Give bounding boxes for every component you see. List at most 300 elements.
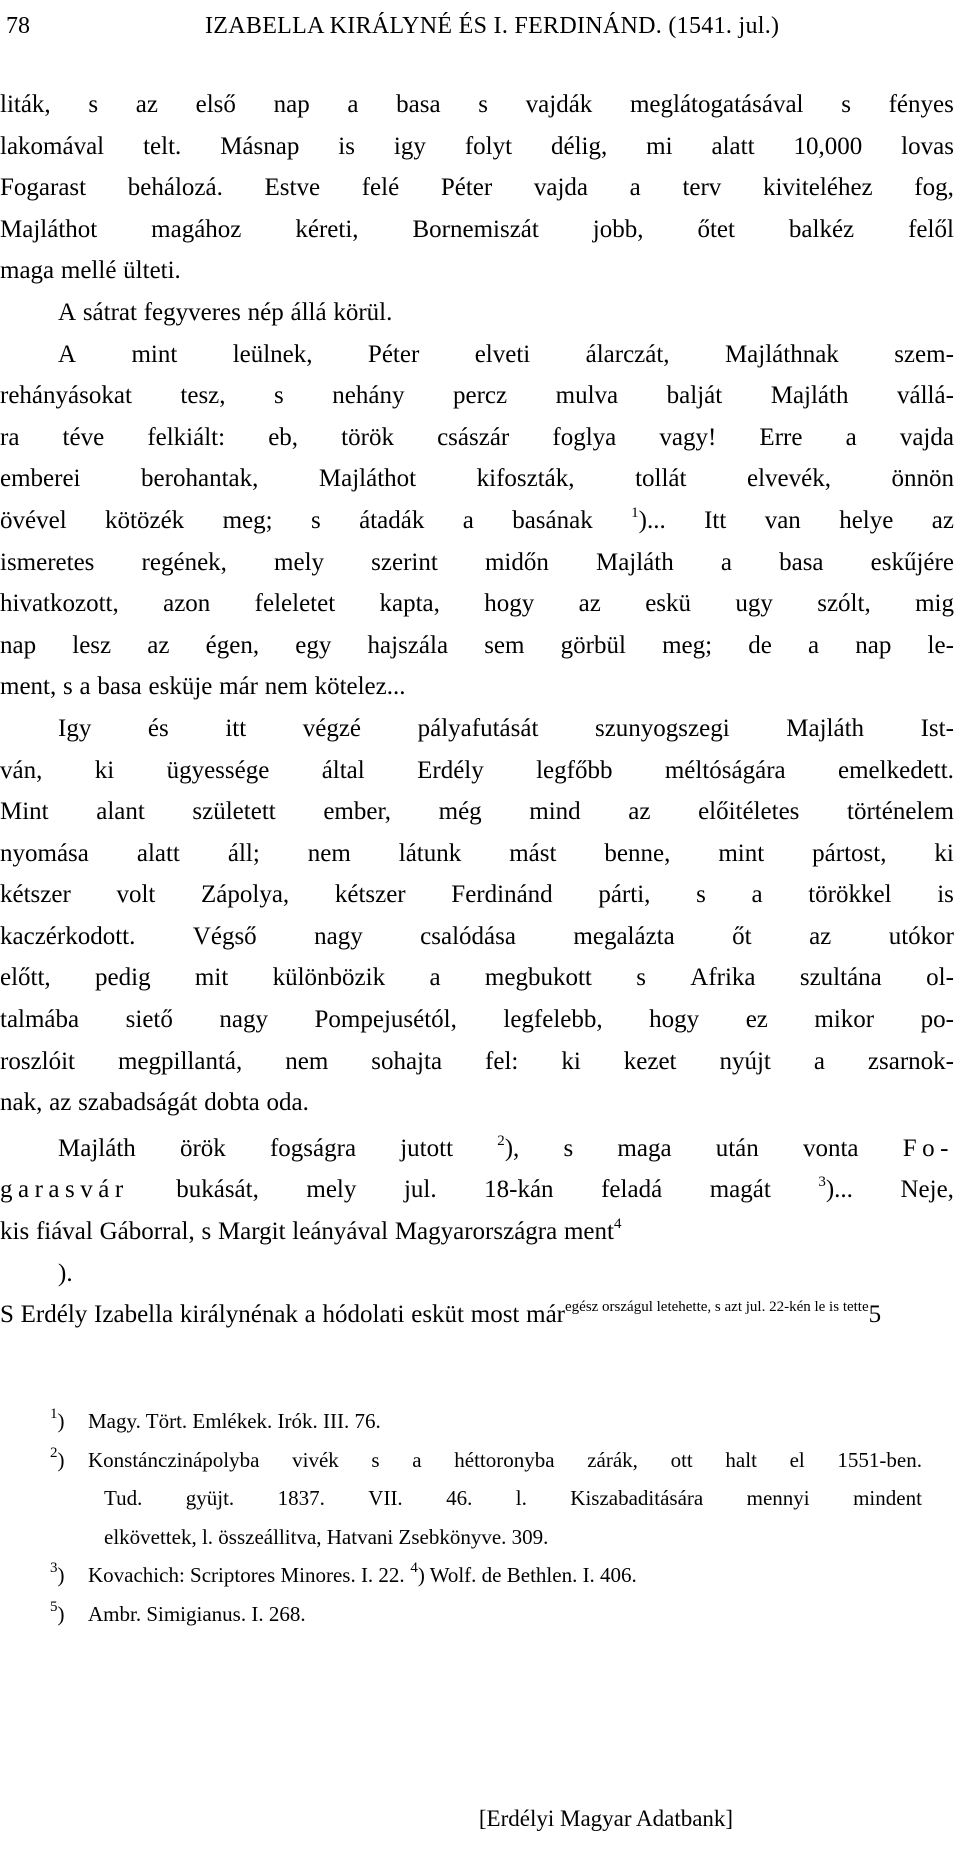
word: különbözik bbox=[272, 964, 386, 992]
word: őtet bbox=[697, 215, 735, 243]
word: legfőbb bbox=[536, 756, 613, 784]
word: Estve bbox=[264, 174, 321, 202]
word: a bbox=[751, 881, 763, 909]
word: szunyogszegi bbox=[594, 714, 730, 742]
word: Erre bbox=[759, 423, 803, 451]
footnote-text bbox=[88, 1441, 922, 1480]
word: Erdély bbox=[20, 1301, 88, 1329]
running-title: IZABELLA KIRÁLYNÉ ÉS I. FERDINÁND. (1541. jul.) bbox=[205, 13, 780, 39]
word: berohantak, bbox=[141, 465, 259, 493]
word: ülteti. bbox=[123, 257, 181, 285]
word: Majláthot bbox=[318, 465, 417, 493]
word: ember, bbox=[323, 798, 392, 826]
word: lakomával bbox=[0, 132, 105, 160]
footnote-marker: $^3$) bbox=[50, 1560, 65, 1587]
text-line bbox=[0, 1041, 954, 1083]
word: Konstánczinápolyba bbox=[88, 1447, 260, 1472]
word: nap bbox=[855, 631, 892, 659]
word: legfelebb, bbox=[503, 1006, 603, 1034]
word: kezet bbox=[623, 1047, 677, 1075]
word: átadák bbox=[359, 506, 425, 534]
text-line bbox=[0, 1128, 954, 1170]
word: benne, bbox=[604, 839, 671, 867]
word: után bbox=[715, 1134, 759, 1162]
word: rehányásokat bbox=[0, 382, 132, 410]
word: azon bbox=[163, 590, 211, 618]
word: s bbox=[696, 881, 706, 909]
word: s bbox=[563, 1134, 574, 1162]
word: S bbox=[0, 1301, 14, 1329]
word: szerint bbox=[371, 548, 438, 576]
word: midőn bbox=[484, 548, 549, 576]
word: megpillantá, bbox=[117, 1047, 243, 1075]
footnote-marker: $^4$) Wolf. de Bethlen. I. 406. bbox=[410, 1560, 637, 1587]
word: s bbox=[88, 91, 99, 118]
word: mint bbox=[718, 839, 765, 867]
text-line bbox=[0, 458, 954, 500]
word: nak, bbox=[0, 1089, 43, 1117]
word: basa bbox=[779, 548, 824, 576]
word: jobb, bbox=[592, 215, 644, 243]
word: már bbox=[219, 673, 259, 701]
word: meg; bbox=[662, 631, 713, 659]
footnote-ref: $^3$)... bbox=[818, 1174, 853, 1204]
text-line bbox=[0, 542, 954, 584]
word: nyomása bbox=[0, 839, 89, 867]
word: leülnek, bbox=[232, 340, 313, 368]
text-line bbox=[0, 916, 954, 958]
word: eskü bbox=[645, 590, 692, 618]
word: balkéz bbox=[788, 215, 855, 243]
word: kis bbox=[0, 1218, 30, 1246]
word: mindent bbox=[853, 1486, 922, 1510]
word: szem- bbox=[894, 340, 954, 368]
word: el bbox=[789, 1447, 805, 1472]
word: vajda bbox=[533, 174, 589, 202]
word: egy bbox=[295, 631, 332, 659]
word: az bbox=[135, 91, 158, 118]
word: fegyveres bbox=[143, 298, 241, 326]
word: vállá- bbox=[897, 382, 954, 410]
word: le- bbox=[927, 631, 954, 659]
word: alatt bbox=[711, 132, 755, 160]
word: az bbox=[578, 590, 601, 618]
word: is bbox=[338, 132, 355, 160]
word: zsarnok- bbox=[867, 1047, 954, 1075]
word: téve bbox=[62, 423, 105, 451]
word: szultána bbox=[799, 964, 882, 992]
word: párti, bbox=[598, 881, 651, 909]
word: ugy bbox=[735, 590, 773, 618]
spaced-word: Fo- bbox=[902, 1134, 954, 1162]
word: meg; bbox=[222, 506, 273, 534]
footnote-marker: $^1$) bbox=[50, 1406, 65, 1433]
word: és bbox=[147, 714, 169, 742]
word: által bbox=[321, 756, 365, 784]
word: mig bbox=[915, 590, 954, 618]
word: kapta, bbox=[379, 590, 440, 618]
footnote-text: Magy. Tört. Emlékek. Irók. III. 76. bbox=[88, 1409, 381, 1433]
word: feladá bbox=[601, 1176, 663, 1204]
word: Majláth bbox=[786, 714, 865, 742]
word: az bbox=[147, 631, 170, 659]
word: kiviteléhez bbox=[762, 174, 873, 202]
word: nem bbox=[285, 1047, 329, 1075]
word: roszlóit bbox=[0, 1047, 75, 1075]
word: 18-kán bbox=[484, 1176, 554, 1204]
word: van bbox=[764, 506, 801, 534]
word: behálozá. bbox=[127, 174, 223, 202]
word: megalázta bbox=[573, 922, 675, 950]
word: hivatkozott, bbox=[0, 590, 119, 618]
word: kéreti, bbox=[295, 215, 359, 243]
word: most bbox=[470, 1301, 520, 1329]
word: percz bbox=[453, 382, 508, 410]
word: nehány bbox=[332, 382, 405, 410]
word: foglya bbox=[552, 423, 617, 451]
word: végzé bbox=[302, 714, 362, 742]
word: a bbox=[845, 423, 857, 451]
footnote-5 bbox=[0, 1595, 922, 1634]
word: magához bbox=[151, 215, 242, 243]
text-line bbox=[0, 334, 954, 376]
word: tollát bbox=[635, 465, 687, 493]
word: s bbox=[371, 1447, 380, 1472]
text-line bbox=[0, 209, 954, 251]
footnote-marker: $^5$) bbox=[50, 1598, 65, 1626]
word: már bbox=[526, 1301, 565, 1329]
text-line bbox=[0, 833, 954, 875]
word: s bbox=[636, 964, 646, 992]
word: ment bbox=[563, 1218, 614, 1246]
word: maga bbox=[0, 257, 55, 285]
word: tesz, bbox=[180, 382, 226, 410]
text-line bbox=[0, 417, 954, 459]
word: sem bbox=[484, 631, 525, 659]
word: csalódása bbox=[420, 922, 516, 950]
word: hogy bbox=[649, 1006, 700, 1034]
word: oda. bbox=[266, 1089, 309, 1117]
word: mely bbox=[274, 548, 325, 576]
word: esküje bbox=[148, 673, 213, 701]
page-footer bbox=[0, 1806, 960, 1832]
word: hódolati bbox=[322, 1301, 405, 1329]
word: első bbox=[195, 91, 236, 118]
text-line bbox=[0, 666, 954, 708]
word: helye bbox=[839, 506, 894, 534]
word: eskűjére bbox=[870, 548, 954, 576]
word: kétszer bbox=[334, 881, 406, 909]
word: megbukott bbox=[484, 964, 592, 992]
word: a bbox=[79, 673, 91, 701]
word: leányával bbox=[292, 1218, 389, 1246]
word: Gáborral, bbox=[99, 1218, 195, 1246]
word: basának bbox=[512, 506, 593, 534]
text-line bbox=[0, 375, 954, 417]
word: mást bbox=[509, 839, 557, 867]
word: fogságra bbox=[269, 1134, 357, 1162]
word: Majláth bbox=[595, 548, 674, 576]
footnote-ref: $^1$)... bbox=[631, 504, 666, 534]
word: hajszála bbox=[367, 631, 449, 659]
word: délig, bbox=[550, 132, 608, 160]
word: Itt bbox=[704, 506, 727, 534]
word: alant bbox=[96, 798, 145, 826]
page-number: 78 bbox=[6, 13, 30, 39]
word: királynénak bbox=[179, 1301, 298, 1329]
text-line bbox=[0, 750, 954, 792]
word: álarczát, bbox=[585, 340, 670, 368]
footnote-3-4 bbox=[0, 1556, 922, 1595]
footnote-text bbox=[104, 1479, 922, 1518]
word: basa bbox=[396, 91, 441, 118]
word: ván, bbox=[0, 756, 43, 784]
footnote-1 bbox=[0, 1402, 922, 1441]
text-line bbox=[0, 583, 954, 625]
word: a bbox=[462, 506, 474, 534]
word: alatt bbox=[136, 839, 180, 867]
word: nem bbox=[307, 839, 351, 867]
word: sátrat bbox=[82, 298, 137, 326]
word: s bbox=[274, 382, 284, 410]
footnote-2-cont bbox=[0, 1518, 922, 1557]
word: Ist- bbox=[920, 714, 954, 742]
text-line bbox=[0, 791, 954, 833]
word: is bbox=[937, 881, 954, 909]
word: Majláth bbox=[58, 1134, 136, 1162]
word: Péter bbox=[440, 174, 493, 202]
word: jutott bbox=[400, 1134, 454, 1162]
word: talmába bbox=[0, 1006, 80, 1034]
word: gyüjt. bbox=[185, 1486, 235, 1510]
text-line bbox=[0, 957, 954, 999]
text-line bbox=[0, 500, 954, 542]
word: ra bbox=[0, 423, 20, 451]
word: héttoronyba bbox=[454, 1447, 555, 1472]
word: török bbox=[341, 423, 394, 451]
word: a bbox=[808, 631, 820, 659]
word: Mint bbox=[0, 798, 49, 826]
text-line bbox=[0, 1294, 954, 1336]
word: látunk bbox=[398, 839, 462, 867]
word: s bbox=[201, 1218, 212, 1246]
word: a bbox=[304, 1301, 316, 1329]
word: s bbox=[841, 91, 851, 118]
spaced-word: garasvár bbox=[0, 1176, 129, 1204]
word: s bbox=[63, 673, 73, 701]
word: előtt, bbox=[0, 964, 51, 992]
word: a bbox=[412, 1447, 422, 1472]
word: s bbox=[478, 91, 488, 118]
text-line bbox=[0, 625, 954, 667]
word: balját bbox=[666, 382, 723, 410]
footnote-2 bbox=[0, 1441, 922, 1480]
text-line bbox=[0, 250, 954, 292]
word: ez bbox=[745, 1006, 768, 1034]
footnote-text: elkövettek, l. összeállitva, Hatvani Zsebkönyve. 309. bbox=[104, 1524, 549, 1549]
word: emberei bbox=[0, 465, 81, 493]
word: nagy bbox=[219, 1006, 268, 1034]
word: örök bbox=[179, 1134, 226, 1162]
word: elvevék, bbox=[746, 465, 831, 493]
word: az bbox=[49, 1089, 72, 1117]
footnote-text: Kovachich: Scriptores Minores. I. 22. bbox=[88, 1563, 405, 1587]
word: bukását, bbox=[176, 1176, 259, 1204]
word: VII. bbox=[368, 1486, 403, 1510]
word: Izabella bbox=[94, 1301, 174, 1329]
word: Tud. bbox=[104, 1486, 143, 1510]
word: mit bbox=[194, 964, 229, 992]
word: lovas bbox=[901, 132, 954, 160]
word: eb, bbox=[268, 423, 299, 451]
word: mely bbox=[306, 1176, 357, 1204]
word: történelem bbox=[847, 798, 954, 826]
word: fényes bbox=[888, 91, 954, 118]
word: kötelez... bbox=[314, 673, 406, 701]
word: a bbox=[720, 548, 732, 576]
word: ). bbox=[58, 1259, 73, 1287]
word: az bbox=[628, 798, 651, 826]
word: l. bbox=[515, 1486, 527, 1510]
word: regének, bbox=[141, 548, 227, 576]
word: előitéletes bbox=[698, 798, 800, 826]
word: önnön bbox=[891, 465, 954, 493]
word: mellé bbox=[60, 257, 117, 285]
word: áll; bbox=[227, 839, 260, 867]
text-line bbox=[0, 1169, 954, 1211]
word: mint bbox=[131, 340, 178, 368]
text-line bbox=[0, 1082, 954, 1124]
text-line bbox=[0, 874, 954, 916]
word: kötözék bbox=[105, 506, 185, 534]
word: Pompejusétól, bbox=[314, 1006, 457, 1034]
word: ment, bbox=[0, 673, 57, 701]
word: pedig bbox=[95, 964, 151, 992]
word: Igy bbox=[58, 714, 92, 742]
word: ott bbox=[670, 1447, 693, 1472]
text-line bbox=[0, 292, 954, 334]
word: dobta bbox=[204, 1089, 260, 1117]
word: nap bbox=[273, 91, 310, 118]
word: utókor bbox=[888, 922, 954, 950]
word: telt. bbox=[143, 132, 182, 160]
word: ügyessége bbox=[166, 756, 270, 784]
text-line bbox=[0, 1211, 954, 1253]
word: az bbox=[931, 506, 954, 534]
word: Végső bbox=[192, 922, 257, 950]
word: 46. bbox=[446, 1486, 473, 1510]
word: vivék bbox=[292, 1447, 339, 1472]
word: Majláthot bbox=[0, 215, 98, 243]
word: 1837. bbox=[277, 1486, 325, 1510]
word: Bornemiszát bbox=[412, 215, 539, 243]
word: Zápolya, bbox=[201, 881, 290, 909]
word: nép bbox=[247, 298, 284, 326]
word: mennyi bbox=[746, 1486, 810, 1510]
word: folyt bbox=[464, 132, 513, 160]
footnote-ref: $^2$), bbox=[497, 1132, 520, 1162]
word: Erdély bbox=[417, 756, 484, 784]
word: még bbox=[438, 798, 482, 826]
word: vagy! bbox=[659, 423, 717, 451]
footnote-ref: $^{egész országul letehette, s azt jul. 22-kén le is tette}$5 bbox=[565, 1298, 882, 1329]
word: mikor bbox=[814, 1006, 875, 1034]
word: törökkel bbox=[808, 881, 892, 909]
word: liták, bbox=[0, 91, 51, 118]
word: terv bbox=[682, 174, 722, 202]
word: Fogarast bbox=[0, 174, 87, 202]
word: ol- bbox=[926, 964, 954, 992]
word: siető bbox=[125, 1006, 173, 1034]
word: kétszer bbox=[0, 881, 71, 909]
text-line bbox=[0, 167, 954, 209]
word: hogy bbox=[484, 590, 535, 618]
word: vajdák bbox=[525, 91, 593, 118]
word: maga bbox=[617, 1134, 672, 1162]
text-line bbox=[0, 84, 954, 126]
word: felkiált: bbox=[147, 423, 226, 451]
word: méltóságára bbox=[664, 756, 786, 784]
text-line bbox=[0, 999, 954, 1041]
word: kaczérkodott. bbox=[0, 922, 136, 950]
word: fiával bbox=[35, 1218, 93, 1246]
word: Kiszabaditására bbox=[570, 1486, 704, 1510]
word: felé bbox=[361, 174, 400, 202]
word: Ferdinánd bbox=[451, 881, 553, 909]
footer-source: [Erdélyi Magyar Adatbank] bbox=[478, 1806, 734, 1831]
word: állá bbox=[290, 298, 327, 326]
word: ki bbox=[94, 756, 115, 784]
word: nap bbox=[0, 631, 37, 659]
word: po- bbox=[920, 1006, 954, 1034]
word: a bbox=[813, 1047, 825, 1075]
word: 10,000 bbox=[793, 132, 863, 160]
word: görbül bbox=[560, 631, 626, 659]
word: jul. bbox=[403, 1176, 437, 1204]
word: feleletet bbox=[254, 590, 336, 618]
word: vonta bbox=[802, 1134, 859, 1162]
word: Másnap bbox=[220, 132, 300, 160]
word: Péter bbox=[367, 340, 420, 368]
word: szabadságát bbox=[78, 1089, 198, 1117]
word: mi bbox=[646, 132, 673, 160]
word: mind bbox=[529, 798, 581, 826]
body-text bbox=[0, 84, 954, 1336]
word: Margit bbox=[217, 1218, 286, 1246]
footnotes bbox=[0, 1402, 922, 1633]
word: 1551-ben. bbox=[837, 1447, 922, 1472]
word: A bbox=[58, 298, 77, 326]
footnote-ref: 4 bbox=[613, 1215, 622, 1232]
word: Majláthnak bbox=[724, 340, 839, 368]
text-line bbox=[0, 1253, 954, 1295]
word: császár bbox=[437, 423, 510, 451]
word: s bbox=[310, 506, 321, 534]
word: magát bbox=[709, 1176, 771, 1204]
word: született bbox=[192, 798, 276, 826]
word: a bbox=[347, 91, 359, 118]
word: basa bbox=[97, 673, 142, 701]
word: övével bbox=[0, 506, 67, 534]
word: körül. bbox=[333, 298, 393, 326]
word: a bbox=[629, 174, 641, 202]
word: égen, bbox=[205, 631, 260, 659]
word: szólt, bbox=[817, 590, 871, 618]
word: de bbox=[748, 631, 772, 659]
footnote-2-cont bbox=[0, 1479, 922, 1518]
word: lesz bbox=[72, 631, 112, 659]
word: meglátogatásával bbox=[629, 91, 804, 118]
